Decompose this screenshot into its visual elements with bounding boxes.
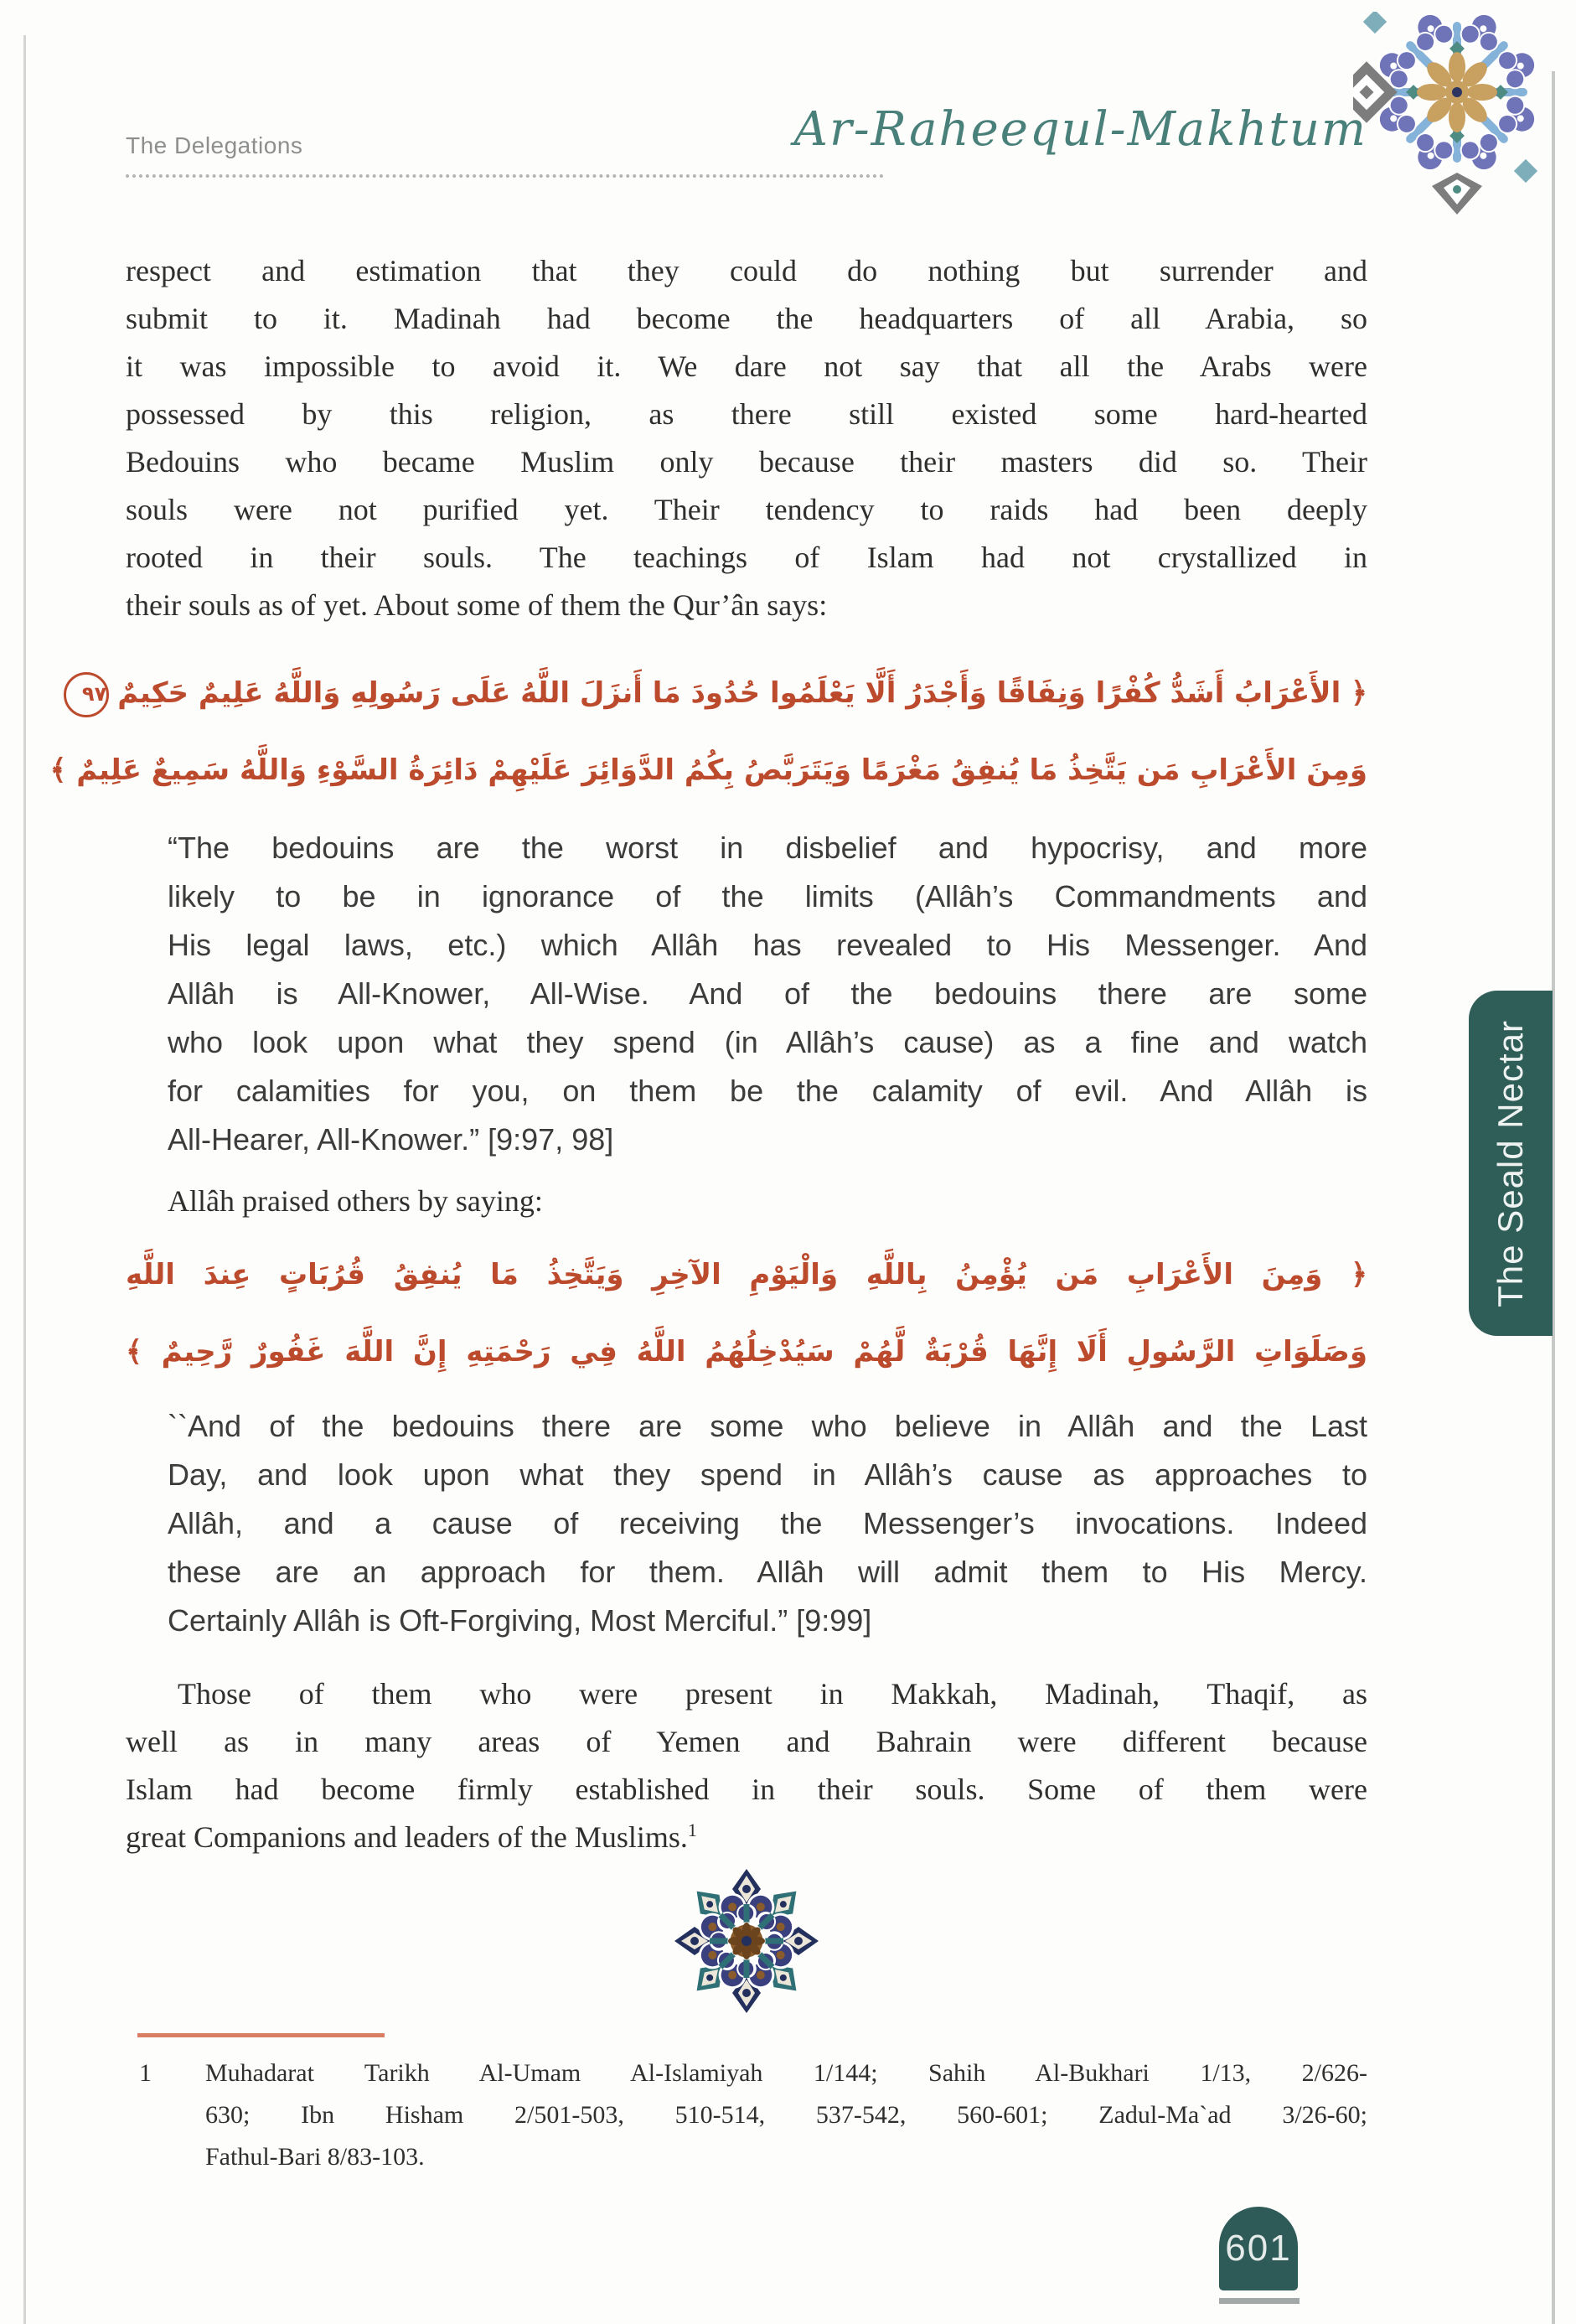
page-number-underline <box>1219 2298 1300 2304</box>
text-line: these are an approach for them. Allâh will admit them to His Mercy. <box>168 1555 1367 1589</box>
text-line: All-Hearer, All-Knower.” [9:97, 98] <box>168 1122 614 1157</box>
text-line: Allâh is All-Knower, All-Wise. And of the bedouins there are some <box>168 976 1367 1011</box>
footnote-number: 1 <box>139 2059 152 2087</box>
arabesque-corner-ornament-icon <box>1353 12 1553 215</box>
side-tab-label: The Seald Nectar <box>1491 1019 1530 1307</box>
arabic-text: ﴿ الأَعْرَابُ أَشَدُّ كُفْرًا وَنِفَاقًا وَأَجْدَرُ أَلَّا يَعْلَمُوا حُدُودَ مَا أَنزَلَ اللَّهُ عَلَى رَسُولِهِ وَاللَّهُ عَلِيمٌ حَكِيمٌ <box>117 676 1367 710</box>
text-line: possessed by this religion, as there still existed some hard-hearted <box>126 397 1367 431</box>
header-dotted-rule <box>126 156 884 178</box>
text-line: Islam had become firmly established in their souls. Some of them were <box>126 1773 1367 1806</box>
footnote-rule <box>137 2033 385 2037</box>
text-line: Day, and look upon what they spend in Allâh’s cause as approaches to <box>168 1457 1367 1492</box>
translation-1 <box>168 824 1367 1164</box>
arabic-line <box>81 655 1367 732</box>
footnote-marker: 1 <box>687 1819 697 1840</box>
text-line: likely to be in ignorance of the limits (Allâh’s Commandments and <box>168 879 1367 914</box>
quran-verse-block-2 <box>126 1236 1367 1390</box>
arabic-line: وَصَلَوَاتِ الرَّسُولِ أَلَا إِنَّهَا قُرْبَةٌ لَّهُمْ سَيُدْخِلُهُمُ اللَّهُ فِي رَحْمَتِهِ إِنَّ اللَّهَ غَفُورٌ رَّحِيمٌ ﴾ <box>126 1335 1367 1369</box>
text-column <box>49 247 1367 2178</box>
text-line: their souls as of yet. About some of them the Qur’ân says: <box>126 588 828 622</box>
text-line: it was impossible to avoid it. We dare not say that all the Arabs were <box>126 349 1367 383</box>
text-line: “The bedouins are the worst in disbelief and hypocrisy, and more <box>168 831 1367 865</box>
page-edge-left <box>23 35 26 2324</box>
text-line: Bedouins who became Muslim only because their masters did so. Their <box>126 445 1367 479</box>
text-line: Allâh, and a cause of receiving the Messenger’s invocations. Indeed <box>168 1506 1367 1540</box>
text-line <box>126 1814 1367 1861</box>
text-line: ``And of the bedouins there are some who believe in Allâh and the Last <box>168 1409 1367 1443</box>
translation-2 <box>168 1402 1367 1645</box>
text-line: Those of them who were present in Makkah, Madinah, Thaqif, as <box>178 1677 1367 1711</box>
paragraph-2 <box>126 1670 1367 1861</box>
text-line: rooted in their souls. The teachings of Islam had not crystallized in <box>126 541 1367 574</box>
text-line: well as in many areas of Yemen and Bahrain were different because <box>126 1725 1367 1758</box>
text-line: His legal laws, etc.) which Allâh has revealed to His Messenger. And <box>168 928 1367 962</box>
footnote <box>126 2052 1367 2178</box>
footnote-line: Muhadarat Tarikh Al-Umam Al-Islamiyah 1/144; Sahih Al-Bukhari 1/13, 2/626- <box>205 2059 1367 2087</box>
text-line: submit to it. Madinah had become the headquarters of all Arabia, so <box>126 302 1367 335</box>
header-book-title: Ar-Raheequl-Makhtum <box>793 102 1367 157</box>
footnote-line: Fathul-Bari 8/83-103. <box>205 2143 425 2171</box>
arabic-line: وَمِنَ الأَعْرَابِ مَن يَتَّخِذُ مَا يُنفِقُ مَغْرَمًا وَيَتَرَبَّصُ بِكُمُ الدَّوَائِرَ عَلَيْهِمْ دَائِرَةُ السَّوْءِ وَاللَّهُ سَمِيعٌ عَلِيمٌ ﴾ <box>49 753 1367 787</box>
chapter-side-tab <box>1469 991 1553 1336</box>
lead-in-sentence: Allâh praised others by saying: <box>168 1184 543 1218</box>
arabic-line: ﴿ وَمِنَ الأَعْرَابِ مَن يُؤْمِنُ بِاللَّهِ وَالْيَوْمِ الآخِرِ وَيَتَّخِذُ مَا يُنفِقُ قُرُبَاتٍ عِندَ اللَّهِ <box>126 1258 1367 1291</box>
text-line: for calamities for you, on them be the calamity of evil. And Allâh is <box>168 1074 1367 1108</box>
text-line: who look upon what they spend (in Allâh’s cause) as a fine and watch <box>168 1025 1367 1059</box>
header-section-title: The Delegations <box>126 132 303 158</box>
bottom-finial <box>1432 173 1482 215</box>
paragraph-1 <box>126 247 1367 629</box>
text-span: great Companions and leaders of the Muslims. <box>126 1820 688 1854</box>
text-line: respect and estimation that they could do nothing but surrender and <box>126 254 1367 287</box>
page-number-badge <box>1219 2207 1298 2290</box>
footnote-text <box>205 2052 1367 2178</box>
rosette-medallion-icon <box>672 1866 821 2016</box>
footnote-line: 630; Ibn Hisham 2/501-503, 510-514, 537-542, 560-601; Zadul-Ma`ad 3/26-60; <box>205 2101 1367 2129</box>
text-line: souls were not purified yet. Their tendency to raids had been deeply <box>126 493 1367 526</box>
quran-verse-block-1 <box>49 655 1367 809</box>
text-line: Certainly Allâh is Oft-Forgiving, Most Merciful.” [9:99] <box>168 1603 872 1638</box>
medallion-container <box>126 1866 1367 2020</box>
page-number: 601 <box>1225 2228 1292 2269</box>
ayah-number-badge: ٩٧ <box>64 672 109 717</box>
